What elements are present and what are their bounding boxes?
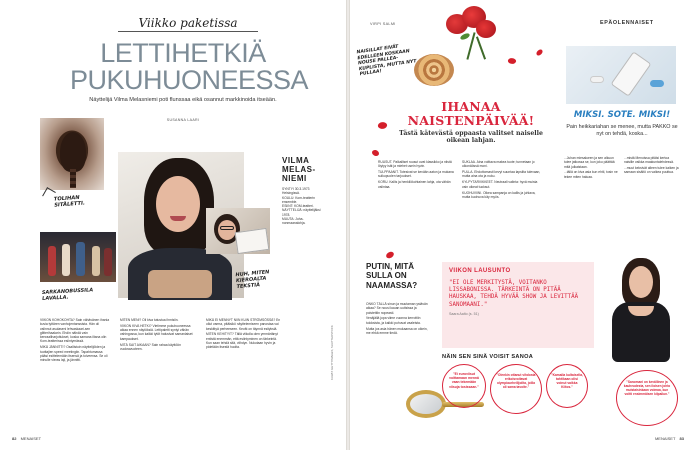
gift-item: PULLA. Ehdottomasti kevyt suuntaa lapsilta tulevaan, mutta aina ota ja nuku. [462, 170, 541, 179]
page-number: 83 [679, 436, 684, 441]
speech-bubble [442, 364, 486, 408]
author-byline: SUSANNA LAARI [166, 118, 200, 122]
petal-icon [535, 49, 544, 57]
side-credit: KUVAT: GETTYIMAGES, SHUTTERSTOCK [330, 325, 334, 380]
body-paragraph: MIKÄ EI MENNYT NIIN KUIN STRÖMSÖSSÄ? En ollut varma, pitäisikö näyttelemiseen panostaa vai keskittyä perheeseen. Kevät on täynnä esityksiä. [206, 318, 281, 331]
left-page [0, 0, 346, 450]
sidebar-fact: ESIINT: KOM-teatteri. [282, 204, 314, 209]
question-paragraph: Mutta jos asia hänen mukaansa on oikein, me ehkä emme tiedä. [366, 326, 428, 335]
right-page [330, 0, 696, 450]
bubble-text: "Sanomani on kevällinen ja kauheudesta, sen iloisen johto muistaisinkaan voimaa, kun voitti ensimmäisen kilpailun." [623, 380, 671, 396]
kicker: Viikko paketissa [118, 16, 258, 32]
caption-reading: HUH, MITEN KIEROALTA TEKSTIÄ [235, 269, 270, 291]
gift-item: KUOHUVIINI. Oikea sampanja on kallis ja juhlava, mutta kuohuva käy myös. [462, 190, 536, 199]
question-title: PUTIN, MITÄ SULLA ON NAAMASSA? [366, 262, 418, 290]
gift-column-2 [462, 160, 544, 248]
gift-item: KORU. Kallis ja henkilökohtainen lahja, ota vähän valintaa. [378, 180, 451, 189]
stage-photo [40, 232, 116, 282]
folio-left [12, 436, 41, 441]
quote-attribution: Saara Aalto (s. 51) [449, 311, 479, 316]
bubble-text: "Olenkin ottanut vihdosta erikoisvoitavat olympiaurheilijoilta, joilla oli sama tavoite." [496, 373, 536, 389]
handwritten-note: NAISILLAT EIVÄT EDELLEEN KOSKAAN NOUSE PALLEA-KUPLISTA, MUTTA NYT PULLAA! [356, 44, 417, 78]
body-paragraph: MIKÄ JÄNNITTI? Osallistuin näyttelijöiden ja tuottajien speed meetingiin. Tapahtumassa pääsi esittelemään itsensä ja toiveensa. Se oli minulle vieras laji, ja jännitti. [40, 345, 108, 363]
section-label: EPÄOLENNAISET [600, 20, 654, 26]
bubble-text: "Kamalla kultaisella, tahtikaan olisi voinut vaikka Kiitos." [551, 373, 583, 390]
caption-braid: TOLIHAN SITÄLETTI. [53, 194, 86, 209]
article-subtitle: Tästä kätevästä oppaasta valitset naiselle oikean lahjan. [399, 130, 543, 145]
reading-photo [206, 208, 270, 254]
bubbles-heading: NÄIN SEN SINÄ VOISIT SANOA [442, 354, 534, 360]
sote-item: ...Juhan miesalueen ja sen alkuun tulee jatkossa se, kun joku päättää mitä julkaistaan. [564, 156, 615, 169]
petal-icon [385, 251, 394, 259]
article-subtitle: Näyttelijä Vilma Melasniemi poti flunssaa eikä osannut markkinoida itseään. [89, 97, 277, 103]
gift-item: RUUSUT. Palkalliset ruusut ovat klassikko ja niistä löytyy isät ja miehet usein hyvin. [378, 160, 452, 169]
sote-heading: MIKSI. SOTE. MIKSI! [573, 110, 671, 120]
petal-icon [507, 57, 517, 65]
singer-photo [598, 254, 684, 364]
quote-text: "EI OLE MERKITYSTÄ, VOITANKO LISSABONISSA. TÄRKEINTÄ ON PITÄÄ HAUSKAA, TEHDÄ HYVÄÄ SHOW JA LEVITTÄÄ SANOMAANI." [449, 280, 579, 308]
question-paragraph: ONKO TÄLLÄ sinun ja muutaman ystävän aikaa? Se nousi kauan uutisissa ja poistettiin nopeasti. [366, 302, 428, 315]
body-paragraph: VIIKON KIVA HETKI? Vietimme pukuhuoneessa aikaa ennen näytöksiä. Lettipaletti syntyi vähän vahingossa, kun kaikki tytöt halusivat samanlaiset kampaukset. [120, 323, 193, 341]
article-title: LETTIHETKIÄ PUKUHUONEESSA [70, 38, 309, 95]
caption-stage: SARKANOBUSSILA LAVALLA. [41, 287, 94, 302]
question-body [366, 302, 430, 382]
sote-column-1 [564, 156, 618, 252]
speech-bubble [546, 364, 588, 408]
body-column-2 [120, 318, 196, 436]
gift-item: TULPPAANIT. Totesivat se kevään aaton ja mukana sulkupuolen tarjoukset. [378, 170, 454, 179]
gift-column-1 [378, 160, 456, 248]
sidebar-name: VILMA MELAS-NIEMI [282, 156, 316, 183]
speech-bubble [490, 364, 542, 414]
sote-item: ...muut keksivät alleen tulee kaiken ja samaan sisältö on vaikea puuttua. [624, 166, 679, 175]
sidebar-facts [282, 187, 326, 226]
quote-box [442, 262, 594, 348]
quote-label: VIIKON LAUSUNTO [449, 268, 511, 274]
sote-item: ...mistä Menoissa pitäisi kertoa naisille vaikka maakuntalehdessä. [624, 156, 674, 165]
rose-icon [442, 6, 502, 56]
speech-bubble [616, 370, 678, 426]
body-paragraph: VIIKON KOHOKOHTA? Sain vähävänen ihania kuvia tyttären vanhojentanssista. Hän oli valinnut asulaseni lehvaskaari-sen glitterihaalarin. Ehdin nähdä vain kenraaliharjoitukset, koska samana iltana olin Kom-teatterissa esiintymässä. [40, 318, 110, 344]
magazine-name: MENAISET [654, 436, 676, 441]
body-paragraph: MITEN KEHITYIT? Tällä viikolla olen ymmärtänyt entistä enemmän, että esiintyminen on tärkeintä. Kun saan tehdä sitä, viihdyn. Nukutaan hyvin ja pidetään itsestä huolta. [206, 332, 278, 350]
gift-item: SUKLAA. Aina voittava makea tuote; tunnetaan jo ulkonäössä moni. [462, 160, 535, 169]
braid-photo [40, 118, 104, 190]
body-column-3 [206, 318, 282, 436]
page-number: 82 [12, 436, 17, 441]
body-paragraph: MITÄ SAIT AIKAAN? Sain rahaa käyttöön vuokravuoteen. [120, 342, 181, 351]
sidebar-fact: NÄYTTELIJÄ: näyttelijäksi 1978. [282, 208, 321, 217]
bubble-text: "Ei euroviisut voittamaan mennä vaan tekemään viisuja tosissaan." [449, 372, 479, 389]
body-column-1 [40, 318, 110, 436]
body-paragraph: MITEN MENI? Oli kiva tutustua ihmisiin. [120, 318, 179, 322]
sote-column-2 [624, 156, 680, 252]
sote-item: ...tällä on kiva asia kun ehtii, tosin ne tekee miten haluaa. [564, 170, 618, 179]
magazine-name: MENAISET [20, 436, 42, 441]
question-paragraph: Venäjällä jopa viime vuonna kerrottiin tuloksista, ja kaikki puhuvat vaaleista. [366, 316, 421, 325]
article-title: IHANAA NAISTENPÄIVÄÄ! [407, 99, 535, 128]
gift-item: KYLPYTARVIKKEET. Neutraali valinta: hyvä muista vain oikeat tuoksut. [462, 180, 538, 189]
petal-icon [371, 148, 380, 157]
sote-intro: Pain heikkariahan se menee, mutta PAKKO se nyt on tehdä, koska... [566, 124, 678, 137]
pills-icon [566, 46, 676, 104]
sidebar-fact: SYNTYI 30.3.1973 Helsingissä. [282, 187, 310, 196]
author-byline: VIRPI SALMI [370, 22, 396, 26]
folio-right [655, 436, 684, 441]
sidebar-fact: KOULU: Kom-teatterin ensemble. [282, 195, 315, 204]
sidebar-fact: MUUTA: Juha-nonmaanalohja. [282, 217, 306, 226]
